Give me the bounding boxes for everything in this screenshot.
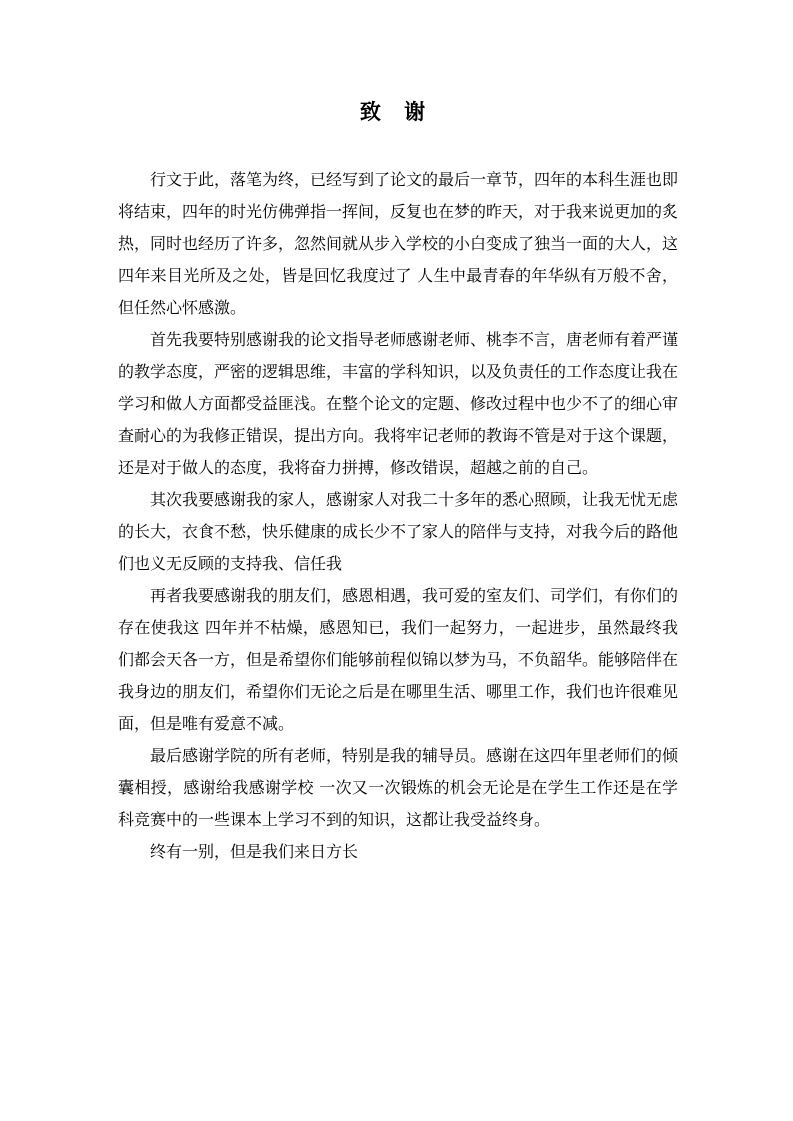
paragraph-closing: 终有一别，但是我们来日方长 bbox=[150, 842, 359, 861]
paragraph-teachers: 最后感谢学院的所有老师，特别是我的辅导员。感谢在这四年里老师们的倾囊相授，感谢给我感谢学校 一次又一次锻炼的机会无论是在学生工作还是在学科竞赛中的一些课本上学习不到的知识，这都让我受益终身。 bbox=[118, 746, 679, 829]
document-body bbox=[118, 164, 678, 868]
paragraph-friends: 再者我要感谢我的朋友们，感恩相遇，我可爱的室友们、司学们，有你们的存在使我这 四年并不枯燥，感恩知已，我们一起努力，一起进步，虽然最终我们都会天各一方，但是希望你们能够前程似锦以梦为马，不负韶华。能够陪伴在我身边的朋友们，希望你们无论之后是在哪里生活、哪里工作，我们也许很难见面，但是唯有爱意不减。 bbox=[118, 586, 679, 733]
page-title: 致 谢 bbox=[359, 100, 434, 124]
paragraph-advisor: 首先我要特别感谢我的论文指导老师感谢老师、桃李不言，唐老师有着严谨的教学态度，严密的逻辑思维，丰富的学科知识，以及负责任的工作态度让我在学习和做人方面都受益匪浅。在整个论文的定题、修改过程中也少不了的细心审查耐心的为我修正错误，提出方向。我将牢记老师的教诲不管是对于这个课题，还是对于做人的态度，我将奋力拼搏，修改错误，超越之前的自己。 bbox=[118, 330, 679, 477]
paragraph-opening: 行文于此，落笔为终，已经写到了论文的最后一章节，四年的本科生涯也即将结束，四年的时光仿佛弹指一挥间，反复也在梦的昨天，对于我来说更加的炙热，同时也经历了许多，忽然间就从步入学校的小白变成了独当一面的大人，这四年来目光所及之处，皆是回忆我度过了 人生中最青春的年华纵有万般不舍，但任然心怀感激。 bbox=[118, 170, 679, 317]
paragraph-family: 其次我要感谢我的家人，感谢家人对我二十多年的悉心照顾，让我无忧无虑的长大，衣食不愁，快乐健康的成长少不了家人的陪伴与支持，对我今后的路他们也义无反顾的支持我、信任我 bbox=[118, 490, 679, 573]
